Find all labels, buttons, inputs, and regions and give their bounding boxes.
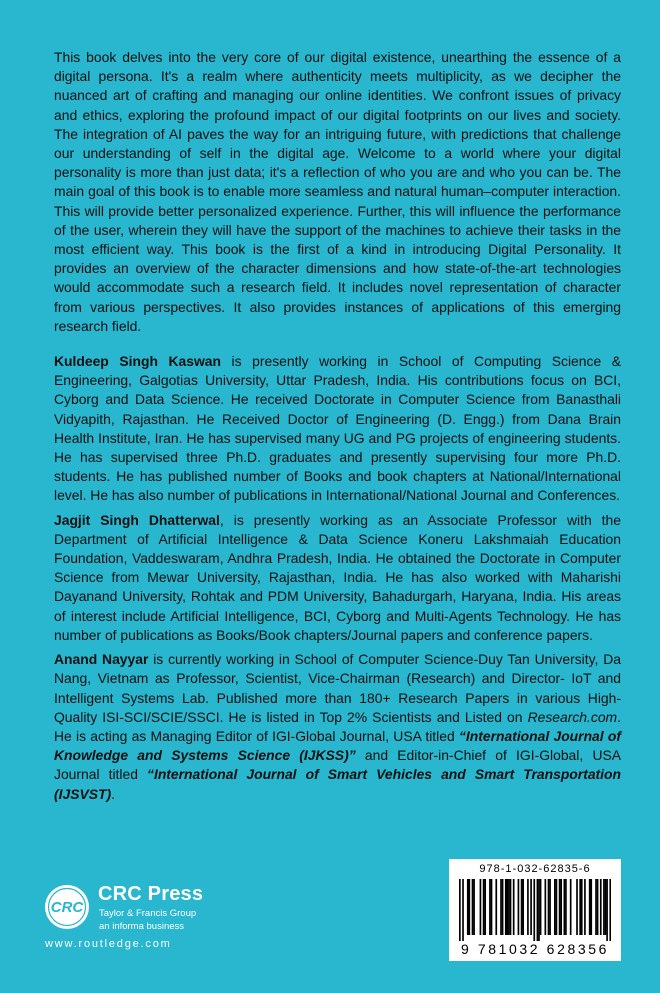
author-bio-text-3a: is currently working in School of Computer Science-Duy Tan University, Da Nang, Vietnam as Professor, Scientist, Vice-Chairman (Research) and Director- IoT and Intelligent Systems Lab. Published more than 180+ Research Papers in various High-Quality ISI-SCI/SCIE/SSCI. He is listed in Top 2% Scientists and Listed on — [54, 651, 621, 725]
author-name-2: Jagjit Singh Dhatterwal — [54, 511, 220, 528]
author-name-3: Anand Nayyar — [54, 651, 149, 668]
barcode-bar — [584, 879, 586, 935]
barcode-bar — [489, 879, 491, 935]
barcode-bar — [597, 879, 599, 935]
barcode-bar — [545, 879, 547, 935]
barcode-bar — [590, 879, 592, 935]
barcode-bar — [576, 879, 578, 935]
barcode-bar — [500, 879, 502, 935]
isbn-digits: 9 781032 628356 — [461, 941, 609, 957]
barcode-bar — [537, 879, 539, 941]
barcode-bar — [505, 879, 507, 935]
barcode-bar — [554, 879, 556, 935]
barcode-bar — [609, 879, 611, 941]
barcode-bar — [595, 879, 597, 935]
barcode-bar — [502, 879, 504, 935]
publisher-tagline: an informa business — [99, 921, 185, 932]
author-bio-text-3b: . He is acting as Managing Editor of IGI-Global Journal, USA titled — [54, 708, 621, 744]
barcode-bar — [570, 879, 572, 935]
barcode-bar — [467, 879, 469, 935]
barcode-bar — [605, 879, 607, 935]
barcode-bar — [469, 879, 471, 935]
barcode-bar — [508, 879, 510, 935]
barcode-bar — [518, 879, 520, 935]
publisher-website[interactable]: www.routledge.com — [45, 938, 172, 950]
barcode-bar — [472, 879, 474, 935]
book-description: This book delves into the very core of our digital existence, unearthing the essence of a digital persona. It's a realm where authenticity meets multiplicity, as we decipher the nuanced art of crafting and managing our online identities. We confront issues of privacy and ethics, exploring the profound impact of our digital footprints on our lives and society. The integration of AI paves the way for an intriguing future, with predictions that challenge our understanding of self in the digital age. Welcome to a world where your digital personality is more than just data; it's a reflection of who you are and who you can be. The main goal of this book is to enable more seamless and natural human–computer interaction. This will provide better personalized experience. Further, this will influence the performance of the user, wherein they will have the support of the machines to achieve their tasks in the most efficient way. This book is the first of a kind in introducing Digital Personality. It provides an overview of the character dimensions and how state-of-the-art technologies would accommodate such a research field. It includes novel representation of character from various perspectives. It also provides instances of applications of this emerging research field. — [54, 49, 621, 334]
barcode-bar — [484, 879, 486, 935]
crc-logo-text: CRC — [50, 899, 84, 916]
barcode-bar — [581, 879, 583, 935]
publisher-name: CRC Press — [98, 883, 204, 905]
author-bio-text-3c: and Editor-in-Chief of IGI-Global, USA Journal titled — [54, 747, 621, 783]
barcode-bar — [459, 879, 461, 941]
barcode-bar — [560, 879, 562, 935]
barcode-bar — [510, 879, 512, 935]
isbn-label: 978-1-032-62835-6 — [479, 863, 591, 875]
barcode-bar — [527, 879, 529, 935]
barcode-bar — [521, 879, 523, 935]
barcode-bar — [564, 879, 566, 935]
barcode-bar — [495, 879, 497, 935]
author-bio-text-2: , is presently working as an Associate Professor with the Department of Artificial Intelligence & Data Science Koneru Lakshmaiah Education Foundation, Vaddeswaram, Andhra Pradesh, India. He obtained the Doctorate in Computer Science from Mewar University, Rajasthan, India. He has also worked with Maharishi Dayanand University, Rohtak and PDM University, Bahadurgarh, Haryana, India. His areas of interest include Artificial Intelligence, BCI, Cyborg and Multi-Agents Technology. He has number of publications as Books/Book chapters/Journal papers and conference papers. — [54, 511, 621, 643]
barcode-bar — [533, 879, 535, 941]
barcode-bar — [522, 879, 524, 935]
barcode-bar — [491, 879, 493, 935]
barcode-bar — [589, 879, 591, 935]
barcode-bar — [540, 879, 542, 935]
author-bio-end: . — [111, 785, 115, 802]
barcode-bar — [556, 879, 558, 935]
research-site-name: Research.com — [527, 708, 618, 725]
author-bio-1 — [54, 352, 621, 506]
barcode-bar — [603, 879, 605, 935]
author-name-1: Kuldeep Singh Kaswan — [54, 353, 221, 370]
barcode-bar — [549, 879, 551, 935]
barcode-bar — [548, 879, 550, 935]
back-cover-text — [54, 48, 621, 809]
author-bio-text-1: is presently working in School of Computing Science & Engineering, Galgotias University, Uttar Pradesh, India. His contributions focus on BCI, Cyborg and Data Science. He received Doctorate in Computer Science from Banasthali Vidyapith, Rajasthan. He Received Doctor of Engineering (D. Engg.) from Dana Brain Health Institute, Iran. He has supervised many UG and PG projects of engineering students. He has supervised three Ph.D. graduates and presently supervising four more Ph.D. students. He has published number of Books and book chapters at National/International level. He has also number of publications in International/National Journal and Conferences. — [54, 353, 622, 504]
author-bio-3 — [54, 650, 621, 804]
barcode-bar — [480, 879, 482, 935]
barcode-bar — [538, 879, 540, 941]
barcode-bar — [579, 879, 581, 935]
barcode-bar — [483, 879, 485, 935]
barcode-bar — [462, 879, 464, 941]
author-bio-2 — [54, 511, 621, 645]
barcode-bar — [565, 879, 567, 935]
barcode-bar — [606, 879, 608, 941]
barcode-bar — [473, 879, 475, 935]
crc-logo-icon — [44, 884, 90, 930]
barcode-bar — [600, 879, 602, 935]
barcode-bar — [559, 879, 561, 935]
journal-title-ijkss: “International Journal of Knowledge and Systems Science (IJKSS)” — [54, 727, 621, 764]
barcode-bar — [507, 879, 509, 935]
isbn-barcode — [449, 859, 621, 961]
barcode-bar — [530, 879, 532, 935]
barcode-bar — [513, 879, 515, 935]
journal-title-ijsvst: “International Journal of Smart Vehicles and Smart Transportation (IJSVST) — [54, 766, 621, 802]
publisher-block — [44, 856, 264, 951]
barcode-bars — [459, 879, 611, 941]
publisher-group: Taylor & Francis Group — [99, 908, 197, 919]
